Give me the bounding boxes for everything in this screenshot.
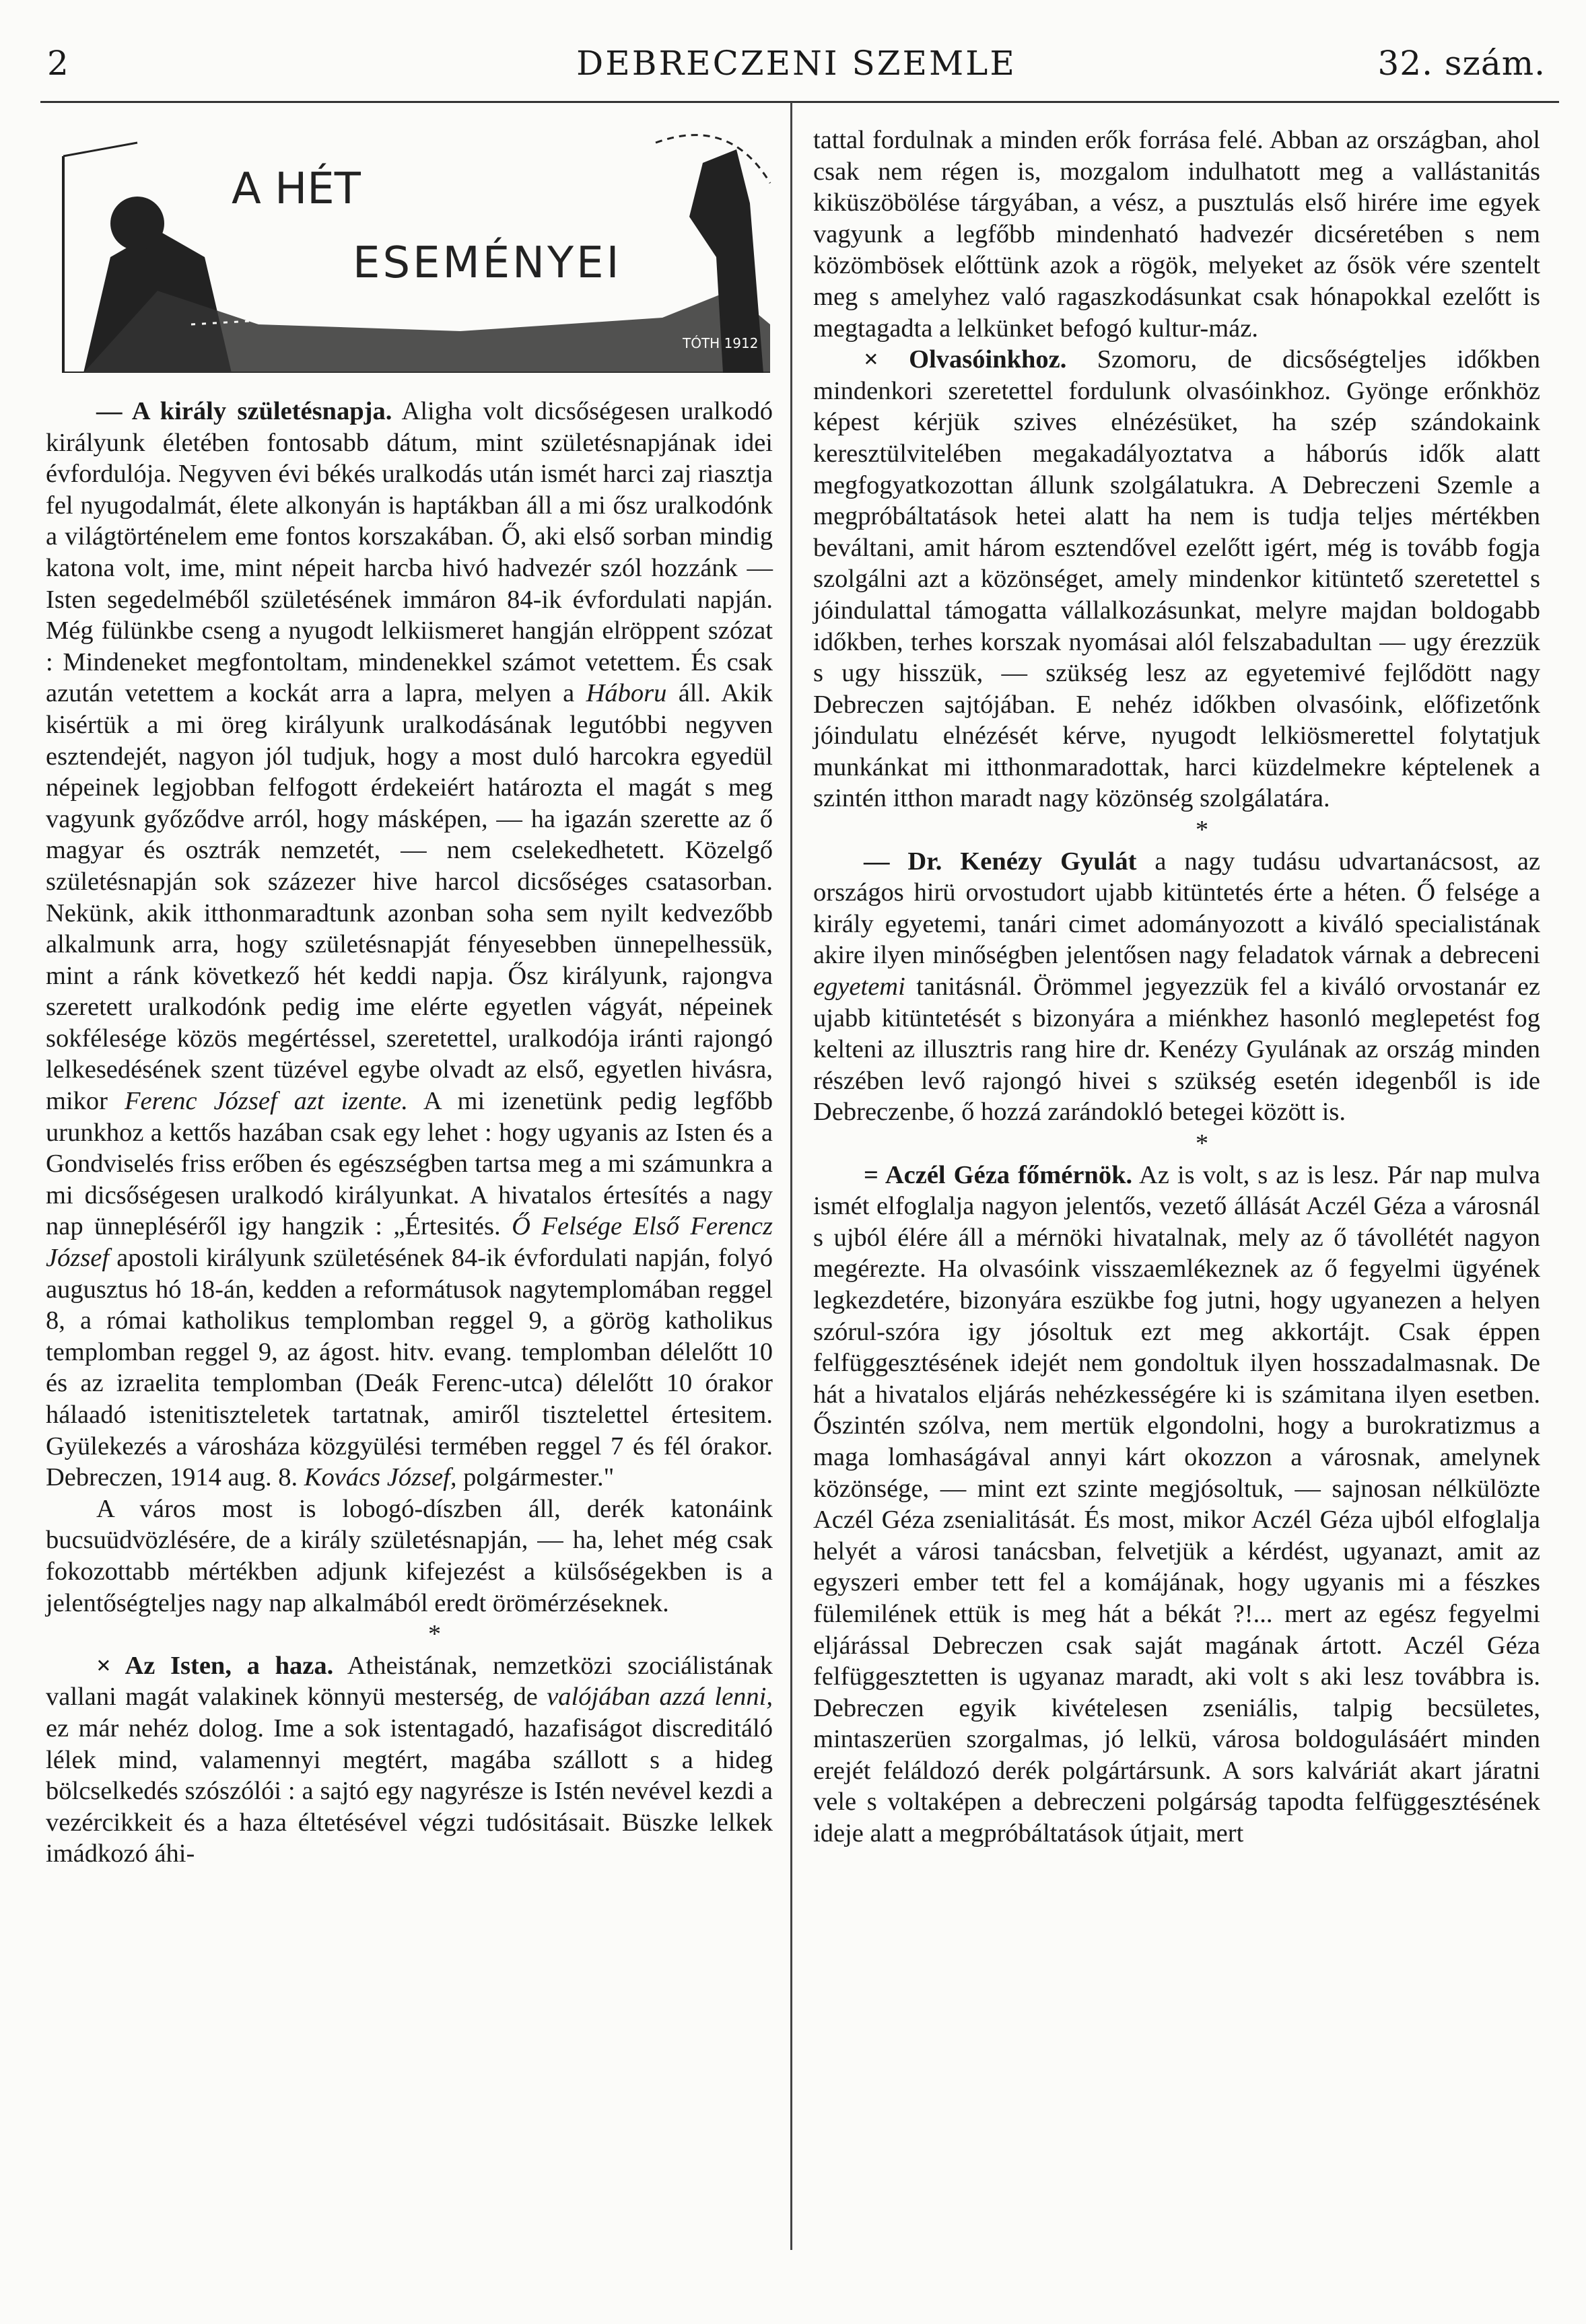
article-paragraph: A város most is lobogó-díszben áll, derék katonáink bucsuüdvözlésére, de a király születésnapján, — ha, lehet még csak fokozottabb mértékben adjunk kifejezést a külsőségekben is a jelentőségteljes nagy nap alkalmából eredt örömérzéseknek. [46,1494,773,1617]
article-text: ez már nehéz dolog. Ime a sok istentagadó, hazafiságot discreditáló lélek mind, valamennyi megtért, magába szállott s a hideg bölcselkedés szószólói : a sajtó egy nagyrésze is Istén nevével kezdi a vezércikkeit és a haza éltetésével végzi tudósitásait. Büszke lelkek imádkozó áhi- [46,1714,773,1868]
article-text: polgármester." [456,1463,615,1492]
issue-number: 32. szám. [1377,44,1546,83]
article-text: a nagy tudásu udvartanácsost, az országos hirü orvostudort ujabb kitüntetés érte a héten. Ő felsége a király egyetemi, tanári cimet adományozott a kiváló specialistának akire ilyen minőségben jelentősen nagy feladatok várnak a debreceni [813,847,1541,970]
article-god-homeland [46,1650,773,1870]
left-column [46,396,773,1870]
article-continuation: tattal fordulnak a minden erők forrása felé. Abban az országban, ahol csak nem régen is, mozgalom indulhatott meg a vallástanitás kiküszöbölése tárgyában, a vész, a pusztulás első hirére ime egyek vagyunk a legfőbb mindenható hadvezér dicséretében s nem közömbösek előttünk azok a rögök, melyeket az ősök vére szentelt meg s amelyhez való ragaszkodásunkat csak hónapokkal ezelőtt is megtagadta a lelkünket befogó kultur-máz. [813,126,1540,343]
article-italic: Ő Felsége Első Ferencz József [46,1212,773,1273]
article-italic: Háboru [586,679,667,708]
headline-kenezy: — Dr. Kenézy Gyulát [864,847,1137,876]
article-text: tanitásnál. Örömmel jegyezzük fel a kiváló orvostanár ez ujabb kitüntetését s bizonyára a miénkhez hasonló meglepetést fog kelteni az illusztris rang hire dr. Kenézy Gyulának az ország minden részében levő rajongó hivei s szükség esetén idegenből is ide Debreczenbe, ő hozzá zarándokló betegei között is. [813,973,1540,1127]
section-separator: * [427,1620,442,1649]
section-separator: * [1195,1129,1209,1158]
masthead-title-line2: ESEMÉNYEI [353,238,622,288]
article-italic: valójában azzá lenni, [547,1683,773,1712]
running-head [47,37,1546,91]
section-separator: * [1195,816,1209,845]
masthead-signature: TÓTH 1912 [683,335,759,351]
right-column [813,125,1540,1850]
article-italic: Kovács József, [304,1463,457,1492]
article-kenezy [813,846,1540,1128]
headline-god-homeland: × Az Isten, a haza. [96,1651,334,1680]
article-text: Atheistának, nemzetközi szociálistának vallani magát valakinek könnyü mesterség, de [46,1651,773,1712]
header-rule [40,101,1559,103]
article-aczel [813,1160,1540,1850]
article-italic: egyetemi [813,973,905,1001]
article-text: A mi izenetünk pedig legfőbb urunkhoz a kettős hazában csak egy lehet : hogy ugyanis az Isten és a Gondviselés friss erőben és egészségben tartsa meg a mi számunkra a mi dicsőségesen uralkodó királyunkat. A hivatalos értesítés a nagy nap ünnepléséről igy hangzik : „Értesités. [46,1087,773,1241]
article-readers [813,344,1540,814]
photographer-illustration [57,122,777,373]
article-text: Az is volt, s az is lesz. Pár nap mulva ismét elfoglalja nagyon jelentős, vezető állását Aczél Géza a városnál s ujból élére áll a mérnöki hivatalnak, mely az ő távollétét nagyon megérezte. Ha olvasóink visszaemlékeznek az ő fegyelmi ügyének legkezdetére, bizonyára eszükbe fog jutni, hogy ugyanezen a helyen szórul-szóra igy jósoltuk ezt meg akkortájt. Csak éppen felfüggesztésének idejét nem gondoltuk ilyen hosszadalmasnak. De hát a hivatalos eljárás nehézkességére ki is számitana ilyen esetben. Őszintén szólva, nem mertük elgondolni, hogy a burokratizmus a maga lomhaságával annyi kárt okozzon a városnak, amelynek közönsége, — mint ezt szinte megjósoltuk, — sajnosan nélkülözte Aczél Géza zsenialitását. És most, mikor Aczél Géza ujból elfoglalja helyét a városi tanácsban, felvetjük a kérdést, ugyanazt, amit az egyszeri ember tett fel a komájának, hogy ugyanis mi a fészkes fülemilének ettük is meg hát a békát ?!... mert az egész fegyelmi eljárással Debreczen csak saját magának ártott. Aczél Géza felfüggesztetten is ugyanaz maradt, aki volt s aki lesz továbbra is. Debreczen egyik kivételesen zseniális, talpig becsületes, mintaszerüen szorgalmas, jó lelkü, városa boldogulásáért minden erejét feláldozó derék polgártársunk. A sors kalváriát akart járatni vele s voltaképen a debreczeni polgárság tapodta felfüggesztésének ideje alatt a megpróbáltatások útjait, mert [813,1160,1540,1848]
masthead-title-line1: A HÉT [232,164,361,214]
article-text: apostoli királyunk születésének 84-ik évfordulati napján, folyó augusztus hó 18-án, kedden a reformátusok nagytemplomában reggel 8, a római katholikus templomban reggel 9, a görög katholikus templomban reggel 9, az ágost. hitv. evang. templomban délelőtt 10 és az izraelita templomban (Deák Ferenc-utca) délelőtt 10 órakor hálaadó istenitiszteletek tartatnak, amiről tisztelettel értesitem. Gyülekezés a városháza közgyülési termében reggel 7 és fél órakor. Debreczen, 1914 aug. 8. [46,1244,773,1492]
page-number: 2 [47,44,69,83]
section-masthead-illustration [57,122,777,373]
journal-title: DEBRECZENI SZEMLE [576,44,1016,83]
article-birthday [46,396,773,1493]
column-rule [790,102,792,2250]
headline-readers: × Olvasóinkhoz. [864,345,1067,374]
article-italic: Ferenc József azt izente. [124,1087,408,1116]
article-text: áll. Akik kisértük a mi öreg királyunk uralkodásának legutóbbi negyven esztendejét, nagyon jól tudjuk, hogy a most duló harcokra egyedül népeinek legjobban felfogott érdekeiért határozta el magát s meg vagyunk győződve arról, hogy másképen, — ha igazán szerette az ő magyar és osztrák nemzetét, — nem cselekedhetett. Közelgő születésnapján sok százezer hive harcol dicsőséges csatasorban. Nekünk, akik itthonmaradtunk azonban soha sem nyilt kedvezőbb alkalmunk arra, hogy születésnapját fényesebben ünnepelhessük, mint a ránk következő hét keddi napja. Ősz királyunk, rajongva szeretett uralkodónk pedig ime elérte egyetlen vágyát, népeinek sokfélesége közös megértéssel, szeretettel, uralkodója iránti rajongó lelkesedésének szent tüzével egybe olvadt az első, egyetlen hivásra, mikor [46,679,773,1116]
article-text: Szomoru, de dicsőségteljes időkben mindenkori szeretettel fordulunk olvasóinkhoz. Gyönge erőnkhöz képest kérjük szives elnézésüket, ha szép szándokaink keresztülvitelében megakadályoztatva a háborús idők alatt megfogyatkozottan állunk szolgálatukra. A Debreczeni Szemle a megpróbáltatások hetei alatt ha nem is tudja teljes mértékben beváltani, amit három esztendővel ezelőtt igért, még is tovább fogja szolgálni azt a közönséget, amely mindenkor kitüntető szeretettel s jóindulattal támogatta vállalkozásunkat, melyre majdan boldogabb időkben, terhes korszak nyomásai alól felszabadultan — ugy érezzük s ugy hisszük, — szükség lesz az egyetemivé fejlődött nagy Debreczen sajtójában. E nehéz időkben olvasóink, előfizetőnk jóindulatu elnézését kérve, nyugodt lelkiösmerettel folytatjuk munkánkat mi itthonmaradottak, harci küzdelmekre képtelenek a szintén itthon maradt nagy közönség szolgálatára. [813,345,1540,813]
headline-birthday: — A király születésnapja. [96,397,392,425]
headline-aczel: = Aczél Géza főmérnök. [864,1160,1133,1189]
article-text: Aligha volt dicsőségesen uralkodó királyunk életében fontosabb dátum, mint születésnapjának idei évfordulója. Negyven évi békés uralkodás után ismét harci zaj riasztja fel nyugodalmát, élete alkonyán is haptákban áll a mi ősz uralkodónk a világtörténelem eme fontos korszakában. Ő, aki első sorban mindig katona volt, ime, mint népeit harcba hivó hadvezér szól hozzánk — Isten segedelméből születésének immáron 84-ik évfordulati napján. Még fülünkbe cseng a nyugodt lelkiismeret hangján elröppent szózat : Mindeneket megfontoltam, mindenekkel számot vetettem. És csak azután vetettem a kockát arra a lapra, melyen a [46,397,773,708]
